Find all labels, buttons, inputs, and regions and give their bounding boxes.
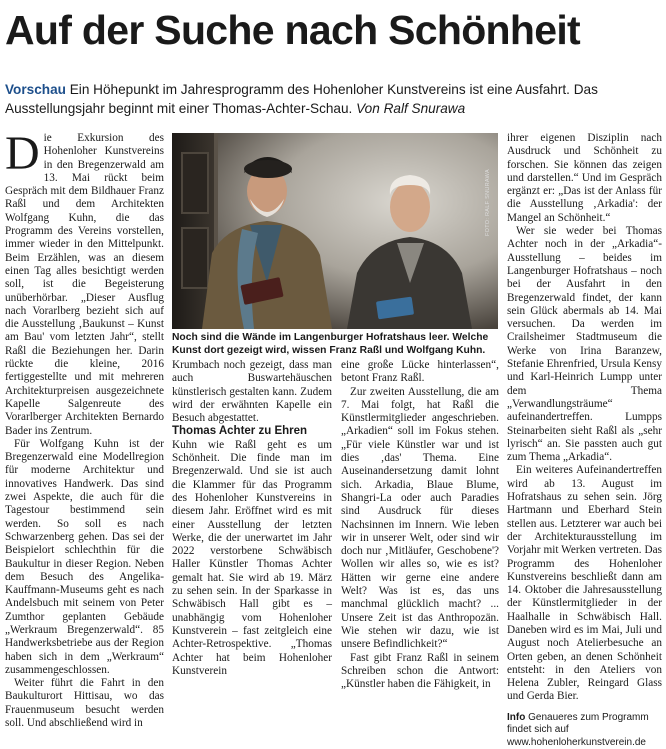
info-label: Info [507,711,526,723]
info-text: Genaueres zum Programm findet sich auf www.hohenloherkunstverein.de [507,711,649,748]
intro [5,81,657,118]
paragraph: Wer sie weder bei Thomas Achter noch in der „Arkadia“-Ausstellung – beides im Langenburger Hofratshaus – noch bei der Ausfahrt in den Bregenzerwald findet, der kann sein Glück abermals ab 14. Mai versuchen. Da werden im Crailsheimer Stadtmuseum die Werke von Irina Baranzew, Stefanie Ehrenfried, Ursula Kensy und Karl-Heinrich Lumpp unter dem Thema „Verwandlungsträume“ aufeinandertreffen. Lumpps Steinarbeiten sieht Raßl als „sehr lyrisch“ an. Sie passten auch gut zum Thema „Arkadia“. [507,225,662,464]
paragraph: Zur zweiten Ausstellung, die am 7. Mai folgt, hat Raßl die Künstlermitglieder angeschrieben. „Arkadien“ soll im Fokus stehen. „Für viele Künstler war und ist dies ‚das' Thema. Eine Auseinandersetzung damit lohnt sich. Arkadia, Blaue Blume, Shangri-La oder auch Paradies sind Ausdruck für dieses Nachsinnen im Innern. Wie leben wir in unserer Welt, oder sind wir doch nur ‚Mitläufer, Geschobene'? Wollen wir alles so, wie es ist? Hätten wir gerne eine andere Welt? Was ist es, das uns manchmal glücklich macht? ... Unsere Zeit ist das Anthropozän. Wie stehen wir dazu, wie ist unsere Befindlichkeit?“ [341,385,499,651]
paragraph: Für Wolfgang Kuhn ist der Bregenzerwald eine Modellregion für moderne Architektur und innovatives Handwerk. Das sind zwei Aspekte, die auch für die Tagestour bestimmend sein werden. So soll es nach Schwarzenberg gehen. Das sei der Beispielort schlechthin für die Baukultur in dieser Region. Neben dem Besuch des Angelika-Kauffmann-Museums geht es nach Andelsbuch mit seinem von Peter Zumthor geplanten Gebäude „Werkraum Bregenzerwald“. 85 Handwerksbetriebe aus der Region haben sich in dem „Werkraum“ zusammengeschlossen. [5,437,164,676]
paragraph: eine große Lücke hinterlassen“, betont Franz Raßl. [341,359,499,385]
photo-credit: FOTO: RALF SNURAWA [485,169,491,236]
article-column-2 [172,359,332,677]
intro-text: Ein Höhepunkt im Jahresprogramm des Hohenloher Kunstvereins ist eine Ausfahrt. Das Ausstellungsjahr beginnt mit einer Thomas-Achter-Schau. [5,82,598,116]
paragraph: Weiter führt die Fahrt in den Baukulturort Hittisau, wo das Frauenmuseum besucht werden soll. Und abschließend wird in [5,677,164,730]
paragraph: Ein weiteres Aufeinandertreffen wird ab 13. August im Hofratshaus zu sehen sein. Jörg Hartmann und Eberhard Stein stellen aus. Letzterer war auch bei der Architekturausstellung im Vorjahr mit Werken vertreten. Das Programm des Hohenloher Kunstvereins beschließt dann am 14. Oktober die Jahresausstellung der Künstlermitglieder in der Haalhalle in Schwäbisch Hall. Daneben wird es im Mai, Juli und August noch Atelierbesuche an Orten geben, an denen Schönheit entsteht: in den Ateliers von Helena Zubler, Reingard Glass und Gerda Bier. [507,464,662,703]
paragraph: Krumbach noch gezeigt, dass man auch Buswartehäuschen künstlerisch gestalten kann. Zudem wird der erwähnten Kapelle ein Besuch abgestattet. [172,359,332,425]
photo-illustration [172,133,498,329]
article-photo [172,133,498,329]
article-column-4 [507,132,662,748]
paragraph: Kuhn wie Raßl geht es um Schönheit. Die finde man im Bregenzerwald. Und sie ist auch die Klammer für das Programm des Hohenloher Kunstvereins in diesem Jahr. Eröffnet wird es mit einer Ausstellung der letzten Werke, die der unerwartet im Jahr 2022 verstorbene Schwäbisch Haller Künstler Thomas Achter gemalt hat. Sie wird ab 19. März zu sehen sein. In der Sparkasse in Schwäbisch Hall gibt es – unabhängig vom Hohenloher Kunstverein – fast zeitgleich eine Achter-Retrospektive. „Thomas Achter hat beim Hohenloher Kunstverein [172,438,332,677]
article-column-3 [341,359,499,691]
article-column-1 [5,127,164,730]
photo-caption: Noch sind die Wände im Langenburger Hofratshaus leer. Welche Kunst dort gezeigt wird, wissen Franz Raßl und Wolfgang Kuhn. [172,332,489,356]
subheading: Thomas Achter zu Ehren [172,425,308,438]
kicker: Vorschau [5,82,66,97]
paragraph: ihrer eigenen Disziplin nach Ausdruck und Schönheit zu forschen. Sie können das zeigen und darstellen.“ Und im Gespräch ergänzt er: „Das ist der Anlass für die Ausstellung ‚Arkadia': der Mangel an Schönheit.“ [507,132,662,224]
headline: Auf der Suche nach Schönheit [5,7,580,53]
dropcap: D [5,127,40,180]
paragraph: Fast gibt Franz Raßl in seinem Schreiben schon die Antwort: „Künstler haben die Fähigkeit, in [341,651,499,691]
paragraph: Die Exkursion des Hohenloher Kunstvereins in den Bregenzerwald am 13. Mai rückt beim Gespräch mit dem Bildhauer Franz Raßl und dem Architekten Wolfgang Kuhn, die das Programm des Vereins vorstellen, immer wieder in den Mittelpunkt. Beim Erzählen, was an diesem einen Tag alles besichtigt werden soll, ist die Begeisterung unüberhörbar. „Dieser Ausflug nach Vorarlberg bezieht sich auf die Ausstellung ‚Baukunst – Kunst am Bau' vom letzten Jahr“, stellt Raßl die Beziehungen her. Darin rückte die kleine, 2016 fertiggestellte und mit mehreren Architekturpreisen ausgezeichnete Kapelle Salgenreute des Vorarlberger Architekten Bernardo Bader ins Zentrum. [5,127,164,437]
author-byline: Von Ralf Snurawa [356,100,466,116]
info-box [507,712,662,749]
